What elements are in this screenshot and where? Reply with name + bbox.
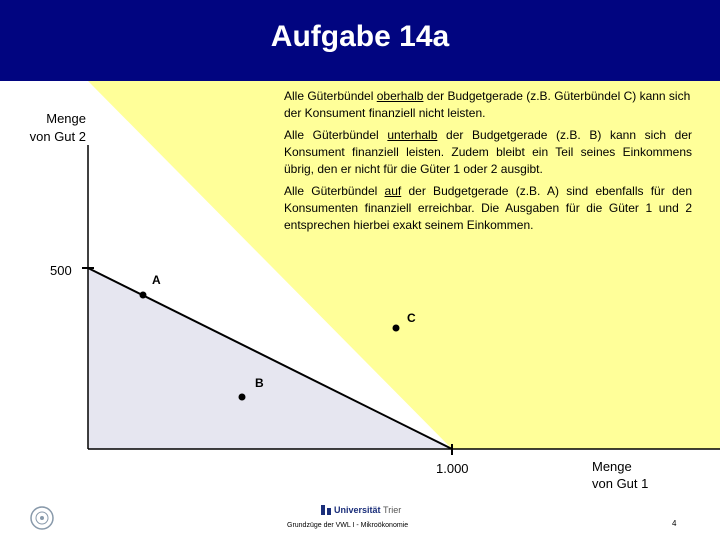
- paragraph-below: Alle Güterbündel unterhalb der Budgetgerade (z.B. B) kann sich der Konsument finanziell leisten. Zudem bleibt ein Teil seines Einkommens übrig, den er nicht für die Güter 1 oder 2 ausgibt.: [284, 128, 692, 176]
- paragraph-on-line: Alle Güterbündel auf der Budgetgerade (z.B. A) sind ebenfalls für den Konsumenten finanziell erreichbar. Die Ausgaben für die Güter 1 und 2 entsprechen hierbei exakt seinem Einkommen.: [284, 184, 692, 232]
- point-b-marker: [239, 394, 246, 401]
- point-c-label: C: [407, 311, 416, 325]
- x-tick-label: 1.000: [436, 461, 469, 476]
- point-b-label: B: [255, 376, 264, 390]
- y-axis-label-line1: Menge: [46, 111, 86, 126]
- y-axis-label-line2: von Gut 2: [29, 129, 86, 144]
- paragraph-above: Alle Güterbündel oberhalb der Budgetgerade (z.B. Güterbündel C) kann sich der Konsument finanziell nicht leisten.: [284, 89, 691, 120]
- university-logo-icon: [320, 504, 332, 516]
- point-c-marker: [393, 325, 400, 332]
- x-axis-label-line2: von Gut 1: [592, 476, 649, 491]
- university-seal-icon: [29, 505, 55, 531]
- slide-title: Aufgabe 14a: [270, 20, 450, 53]
- x-axis-label: [592, 458, 648, 492]
- explanation-text: [284, 88, 692, 239]
- x-axis-label-line1: Menge: [592, 459, 632, 474]
- footer-course: Grundzüge der VWL I - Mikroökonomie: [287, 522, 409, 529]
- page-number: 4: [672, 519, 677, 528]
- y-tick-label: 500: [50, 263, 72, 278]
- y-axis-label: [20, 110, 86, 146]
- point-a-marker: [140, 292, 147, 299]
- point-a-label: A: [152, 273, 161, 287]
- university-logo-text: Universität Trier: [334, 505, 402, 515]
